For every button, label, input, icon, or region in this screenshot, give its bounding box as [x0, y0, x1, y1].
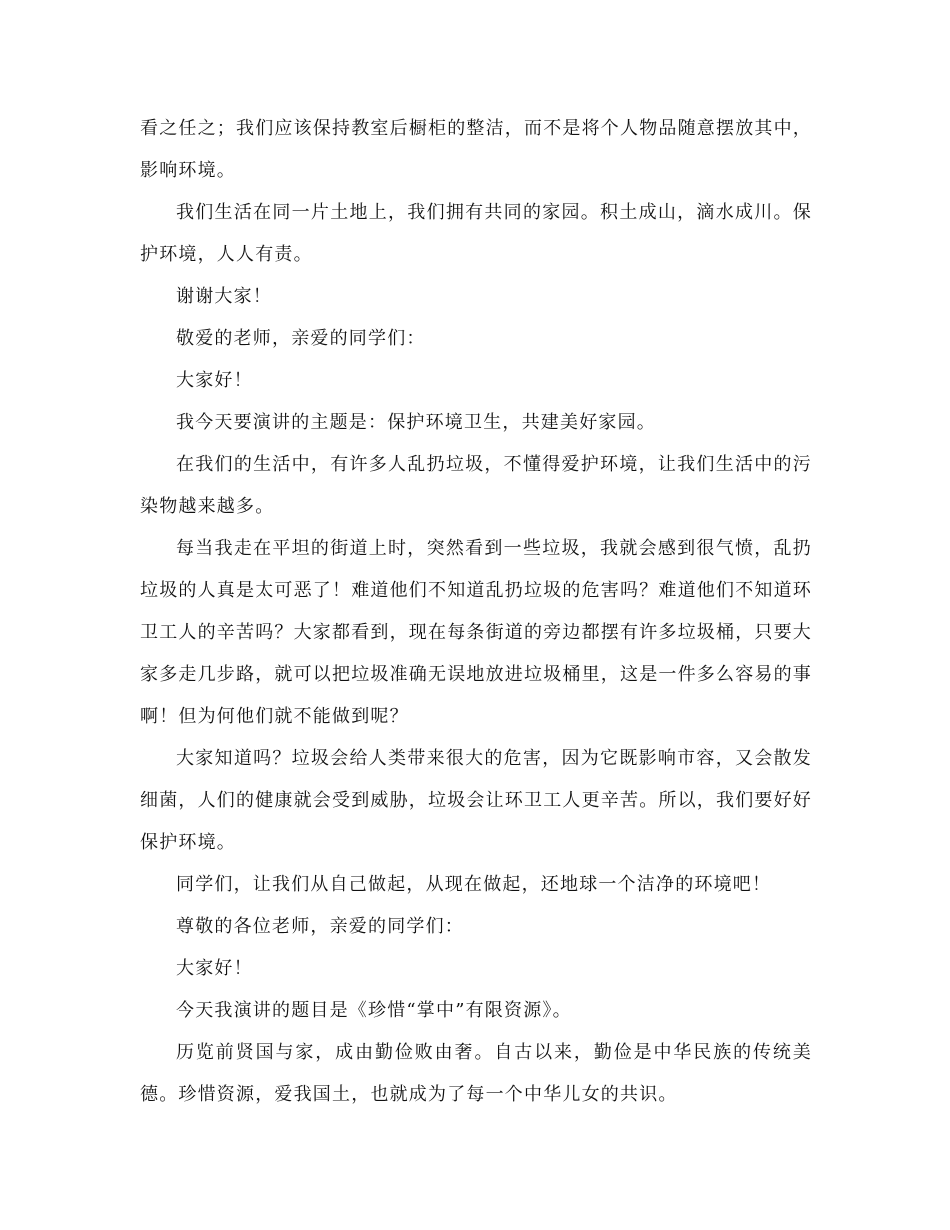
paragraph: 同学们，让我们从自己做起，从现在做起，还地球一个洁净的环境吧！ [176, 874, 772, 895]
paragraph: 每当我走在平坦的街道上时，突然看到一些垃圾，我就会感到很气愤，乱扔垃圾的人真是太可恶了！难道他们不知道乱扔垃圾的危害吗？难道他们不知道环卫工人的辛苦吗？大家都看到，现在每条街道的旁边都摆有许多垃圾桶，只要大家多走几步路，就可以把垃圾准确无误地放进垃圾桶里，这是一件多么容易的事啊！但为何他们就不能做到呢？ [140, 538, 812, 727]
greeting: 大家好！ [176, 958, 253, 979]
paragraph: 历览前贤国与家，成由勤俭败由奢。自古以来，勤俭是中华民族的传统美德。珍惜资源，爱我国土，也就成为了每一个中华儿女的共识。 [140, 1042, 812, 1105]
paragraph: 看之任之；我们应该保持教室后橱柜的整洁，而不是将个人物品随意摆放其中，影响环境。 [140, 118, 812, 181]
paragraph: 谢谢大家！ [176, 286, 272, 307]
paragraph: 在我们的生活中，有许多人乱扔垃圾，不懂得爱护环境，让我们生活中的污染物越来越多。 [140, 454, 812, 517]
greeting: 大家好！ [176, 370, 253, 391]
salutation: 敬爱的老师，亲爱的同学们： [176, 328, 426, 349]
document-body [140, 108, 812, 1116]
salutation: 尊敬的各位老师，亲爱的同学们： [176, 916, 464, 937]
paragraph: 我们生活在同一片土地上，我们拥有共同的家园。积土成山，滴水成川。保护环境，人人有责。 [140, 202, 812, 265]
paragraph: 今天我演讲的题目是《珍惜“掌中”有限资源》。 [176, 1000, 572, 1021]
paragraph: 我今天要演讲的主题是：保护环境卫生，共建美好家园。 [176, 412, 656, 433]
paragraph: 大家知道吗？垃圾会给人类带来很大的危害，因为它既影响市容，又会散发细菌，人们的健康就会受到威胁，垃圾会让环卫工人更辛苦。所以，我们要好好保护环境。 [140, 748, 812, 853]
